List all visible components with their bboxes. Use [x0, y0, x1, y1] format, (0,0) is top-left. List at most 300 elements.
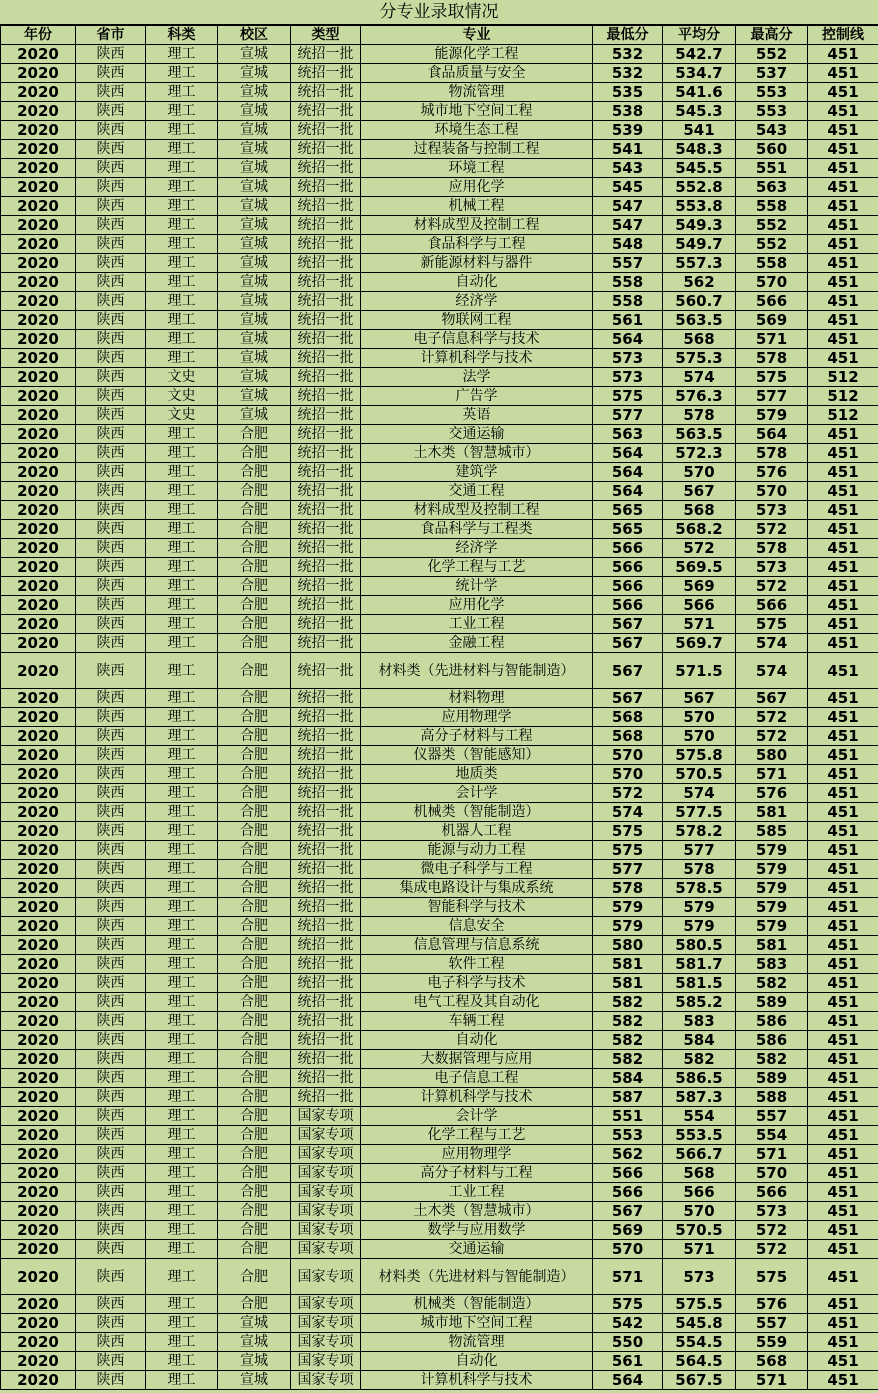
- cell-major: 英语: [361, 406, 593, 425]
- cell-avg-score: 570: [663, 463, 736, 482]
- cell-min-score: 569: [593, 1221, 663, 1240]
- cell-min-score: 564: [593, 1371, 663, 1390]
- cell-type: 统招一批: [291, 45, 361, 64]
- cell-control-line: 451: [808, 1221, 878, 1240]
- table-row: [1, 955, 878, 974]
- cell-year: 2020: [1, 746, 76, 765]
- cell-major: 机械工程: [361, 197, 593, 216]
- cell-major: 信息安全: [361, 917, 593, 936]
- cell-avg-score: 587.3: [663, 1088, 736, 1107]
- cell-avg-score: 576.3: [663, 387, 736, 406]
- cell-min-score: 539: [593, 121, 663, 140]
- cell-province: 陕西: [76, 102, 146, 121]
- cell-province: 陕西: [76, 841, 146, 860]
- header-year: 年份: [1, 26, 76, 45]
- cell-min-score: 561: [593, 311, 663, 330]
- cell-category: 理工: [146, 197, 218, 216]
- cell-category: 理工: [146, 974, 218, 993]
- cell-type: 统招一批: [291, 1088, 361, 1107]
- table-row: [1, 1352, 878, 1371]
- cell-min-score: 581: [593, 955, 663, 974]
- cell-max-score: 572: [736, 520, 808, 539]
- cell-avg-score: 570.5: [663, 1221, 736, 1240]
- cell-year: 2020: [1, 330, 76, 349]
- cell-year: 2020: [1, 1031, 76, 1050]
- cell-max-score: 582: [736, 1050, 808, 1069]
- cell-control-line: 451: [808, 615, 878, 634]
- cell-year: 2020: [1, 539, 76, 558]
- table-row: [1, 1259, 878, 1295]
- cell-min-score: 563: [593, 425, 663, 444]
- cell-campus: 合肥: [218, 803, 291, 822]
- cell-major: 能源化学工程: [361, 45, 593, 64]
- cell-min-score: 566: [593, 558, 663, 577]
- table-row: [1, 1012, 878, 1031]
- cell-major: 化学工程与工艺: [361, 558, 593, 577]
- cell-campus: 合肥: [218, 822, 291, 841]
- cell-avg-score: 557.3: [663, 254, 736, 273]
- cell-max-score: 577: [736, 387, 808, 406]
- cell-control-line: 451: [808, 482, 878, 501]
- cell-min-score: 564: [593, 330, 663, 349]
- cell-control-line: 451: [808, 45, 878, 64]
- cell-min-score: 558: [593, 273, 663, 292]
- cell-category: 理工: [146, 765, 218, 784]
- cell-type: 统招一批: [291, 634, 361, 653]
- cell-major: 应用物理学: [361, 708, 593, 727]
- cell-min-score: 566: [593, 539, 663, 558]
- cell-province: 陕西: [76, 803, 146, 822]
- cell-min-score: 542: [593, 1314, 663, 1333]
- cell-min-score: 570: [593, 1240, 663, 1259]
- cell-max-score: 579: [736, 860, 808, 879]
- cell-control-line: 451: [808, 64, 878, 83]
- cell-max-score: 579: [736, 406, 808, 425]
- cell-year: 2020: [1, 273, 76, 292]
- cell-type: 统招一批: [291, 520, 361, 539]
- cell-campus: 宣城: [218, 197, 291, 216]
- cell-campus: 合肥: [218, 974, 291, 993]
- cell-control-line: 451: [808, 1259, 878, 1295]
- table-row: [1, 121, 878, 140]
- cell-campus: 合肥: [218, 596, 291, 615]
- cell-max-score: 558: [736, 197, 808, 216]
- cell-max-score: 574: [736, 634, 808, 653]
- cell-year: 2020: [1, 879, 76, 898]
- cell-avg-score: 578.5: [663, 879, 736, 898]
- cell-max-score: 566: [736, 1183, 808, 1202]
- cell-control-line: 451: [808, 1183, 878, 1202]
- cell-min-score: 582: [593, 1050, 663, 1069]
- cell-category: 理工: [146, 727, 218, 746]
- cell-year: 2020: [1, 1069, 76, 1088]
- cell-category: 文史: [146, 387, 218, 406]
- cell-avg-score: 570: [663, 1202, 736, 1221]
- cell-campus: 合肥: [218, 879, 291, 898]
- cell-category: 理工: [146, 879, 218, 898]
- cell-category: 理工: [146, 292, 218, 311]
- table-row: [1, 1314, 878, 1333]
- cell-province: 陕西: [76, 860, 146, 879]
- cell-campus: 合肥: [218, 936, 291, 955]
- table-row: [1, 1333, 878, 1352]
- cell-control-line: 451: [808, 463, 878, 482]
- cell-campus: 合肥: [218, 917, 291, 936]
- cell-avg-score: 553.8: [663, 197, 736, 216]
- cell-avg-score: 554: [663, 1107, 736, 1126]
- cell-type: 统招一批: [291, 955, 361, 974]
- table-row: [1, 727, 878, 746]
- cell-control-line: 451: [808, 1314, 878, 1333]
- cell-major: 广告学: [361, 387, 593, 406]
- cell-year: 2020: [1, 1221, 76, 1240]
- cell-type: 统招一批: [291, 178, 361, 197]
- cell-campus: 合肥: [218, 463, 291, 482]
- cell-min-score: 570: [593, 765, 663, 784]
- cell-province: 陕西: [76, 974, 146, 993]
- cell-min-score: 567: [593, 653, 663, 689]
- cell-year: 2020: [1, 615, 76, 634]
- cell-campus: 宣城: [218, 178, 291, 197]
- table-row: [1, 330, 878, 349]
- cell-province: 陕西: [76, 1164, 146, 1183]
- cell-year: 2020: [1, 1240, 76, 1259]
- cell-avg-score: 569.7: [663, 634, 736, 653]
- cell-max-score: 566: [736, 596, 808, 615]
- table-row: [1, 254, 878, 273]
- cell-type: 统招一批: [291, 273, 361, 292]
- cell-max-score: 554: [736, 1126, 808, 1145]
- cell-campus: 宣城: [218, 1333, 291, 1352]
- cell-campus: 宣城: [218, 216, 291, 235]
- cell-category: 理工: [146, 708, 218, 727]
- cell-avg-score: 534.7: [663, 64, 736, 83]
- table-row: [1, 1183, 878, 1202]
- table-row: [1, 784, 878, 803]
- cell-year: 2020: [1, 803, 76, 822]
- cell-major: 数学与应用数学: [361, 1221, 593, 1240]
- table-row: [1, 216, 878, 235]
- cell-campus: 宣城: [218, 121, 291, 140]
- cell-max-score: 557: [736, 1107, 808, 1126]
- cell-avg-score: 575.5: [663, 1295, 736, 1314]
- cell-province: 陕西: [76, 349, 146, 368]
- cell-type: 统招一批: [291, 216, 361, 235]
- cell-type: 国家专项: [291, 1107, 361, 1126]
- cell-major: 统计学: [361, 577, 593, 596]
- cell-min-score: 558: [593, 292, 663, 311]
- cell-province: 陕西: [76, 501, 146, 520]
- cell-type: 统招一批: [291, 993, 361, 1012]
- cell-province: 陕西: [76, 1069, 146, 1088]
- table-row: [1, 539, 878, 558]
- cell-year: 2020: [1, 898, 76, 917]
- header-control-line: 控制线: [808, 26, 878, 45]
- table-row: [1, 140, 878, 159]
- cell-min-score: 573: [593, 368, 663, 387]
- cell-campus: 合肥: [218, 558, 291, 577]
- cell-year: 2020: [1, 689, 76, 708]
- cell-max-score: 575: [736, 615, 808, 634]
- cell-avg-score: 577: [663, 841, 736, 860]
- cell-major: 物流管理: [361, 83, 593, 102]
- table-row: [1, 273, 878, 292]
- cell-min-score: 567: [593, 615, 663, 634]
- cell-min-score: 567: [593, 634, 663, 653]
- cell-max-score: 572: [736, 727, 808, 746]
- cell-max-score: 553: [736, 102, 808, 121]
- header-min-score: 最低分: [593, 26, 663, 45]
- cell-province: 陕西: [76, 216, 146, 235]
- cell-year: 2020: [1, 917, 76, 936]
- cell-avg-score: 574: [663, 368, 736, 387]
- cell-province: 陕西: [76, 1259, 146, 1295]
- cell-major: 材料类（先进材料与智能制造）: [361, 653, 593, 689]
- cell-province: 陕西: [76, 1012, 146, 1031]
- cell-type: 统招一批: [291, 917, 361, 936]
- cell-category: 理工: [146, 102, 218, 121]
- cell-province: 陕西: [76, 273, 146, 292]
- cell-province: 陕西: [76, 406, 146, 425]
- cell-min-score: 579: [593, 917, 663, 936]
- cell-campus: 合肥: [218, 841, 291, 860]
- table-row: [1, 634, 878, 653]
- cell-type: 统招一批: [291, 406, 361, 425]
- cell-major: 地质类: [361, 765, 593, 784]
- table-row: [1, 1126, 878, 1145]
- cell-province: 陕西: [76, 653, 146, 689]
- cell-year: 2020: [1, 45, 76, 64]
- cell-year: 2020: [1, 974, 76, 993]
- cell-min-score: 551: [593, 1107, 663, 1126]
- cell-category: 理工: [146, 501, 218, 520]
- cell-campus: 宣城: [218, 102, 291, 121]
- cell-type: 统招一批: [291, 330, 361, 349]
- cell-province: 陕西: [76, 1031, 146, 1050]
- cell-max-score: 572: [736, 1240, 808, 1259]
- cell-avg-score: 548.3: [663, 140, 736, 159]
- cell-max-score: 571: [736, 1145, 808, 1164]
- cell-year: 2020: [1, 83, 76, 102]
- cell-avg-score: 554.5: [663, 1333, 736, 1352]
- cell-province: 陕西: [76, 689, 146, 708]
- cell-min-score: 568: [593, 708, 663, 727]
- cell-min-score: 566: [593, 1164, 663, 1183]
- cell-max-score: 578: [736, 444, 808, 463]
- cell-category: 理工: [146, 1371, 218, 1390]
- cell-year: 2020: [1, 463, 76, 482]
- cell-major: 经济学: [361, 292, 593, 311]
- cell-major: 仪器类（智能感知）: [361, 746, 593, 765]
- cell-max-score: 582: [736, 974, 808, 993]
- cell-year: 2020: [1, 1088, 76, 1107]
- cell-avg-score: 545.3: [663, 102, 736, 121]
- cell-year: 2020: [1, 784, 76, 803]
- cell-year: 2020: [1, 159, 76, 178]
- header-province: 省市: [76, 26, 146, 45]
- admission-table: [0, 25, 878, 1390]
- cell-max-score: 552: [736, 235, 808, 254]
- cell-type: 统招一批: [291, 898, 361, 917]
- cell-province: 陕西: [76, 64, 146, 83]
- cell-year: 2020: [1, 708, 76, 727]
- cell-control-line: 451: [808, 860, 878, 879]
- header-max-score: 最高分: [736, 26, 808, 45]
- cell-year: 2020: [1, 64, 76, 83]
- cell-control-line: 451: [808, 1352, 878, 1371]
- cell-min-score: 581: [593, 974, 663, 993]
- cell-min-score: 548: [593, 235, 663, 254]
- cell-type: 统招一批: [291, 463, 361, 482]
- cell-year: 2020: [1, 558, 76, 577]
- cell-max-score: 573: [736, 1202, 808, 1221]
- cell-campus: 宣城: [218, 292, 291, 311]
- cell-year: 2020: [1, 1259, 76, 1295]
- cell-min-score: 567: [593, 1202, 663, 1221]
- cell-min-score: 566: [593, 596, 663, 615]
- cell-major: 新能源材料与器件: [361, 254, 593, 273]
- cell-major: 高分子材料与工程: [361, 727, 593, 746]
- table-row: [1, 577, 878, 596]
- table-row: [1, 444, 878, 463]
- cell-category: 理工: [146, 1352, 218, 1371]
- table-row: [1, 558, 878, 577]
- cell-major: 经济学: [361, 539, 593, 558]
- cell-min-score: 532: [593, 64, 663, 83]
- cell-year: 2020: [1, 501, 76, 520]
- cell-major: 信息管理与信息系统: [361, 936, 593, 955]
- cell-min-score: 567: [593, 689, 663, 708]
- cell-type: 统招一批: [291, 121, 361, 140]
- cell-campus: 合肥: [218, 1069, 291, 1088]
- cell-min-score: 565: [593, 501, 663, 520]
- cell-control-line: 451: [808, 121, 878, 140]
- cell-avg-score: 579: [663, 898, 736, 917]
- table-row: [1, 860, 878, 879]
- cell-control-line: 451: [808, 653, 878, 689]
- cell-campus: 合肥: [218, 425, 291, 444]
- cell-major: 计算机科学与技术: [361, 1371, 593, 1390]
- cell-major: 建筑学: [361, 463, 593, 482]
- cell-control-line: 451: [808, 689, 878, 708]
- cell-control-line: 451: [808, 1107, 878, 1126]
- cell-major: 交通工程: [361, 482, 593, 501]
- cell-min-score: 575: [593, 1295, 663, 1314]
- cell-min-score: 535: [593, 83, 663, 102]
- cell-year: 2020: [1, 1183, 76, 1202]
- cell-category: 文史: [146, 368, 218, 387]
- cell-year: 2020: [1, 140, 76, 159]
- cell-control-line: 451: [808, 349, 878, 368]
- cell-max-score: 589: [736, 993, 808, 1012]
- cell-max-score: 581: [736, 803, 808, 822]
- cell-max-score: 560: [736, 140, 808, 159]
- table-row: [1, 1107, 878, 1126]
- table-row: [1, 708, 878, 727]
- cell-year: 2020: [1, 1333, 76, 1352]
- cell-campus: 宣城: [218, 330, 291, 349]
- cell-control-line: 451: [808, 1164, 878, 1183]
- cell-year: 2020: [1, 1371, 76, 1390]
- cell-year: 2020: [1, 235, 76, 254]
- cell-max-score: 574: [736, 653, 808, 689]
- cell-campus: 宣城: [218, 273, 291, 292]
- cell-year: 2020: [1, 178, 76, 197]
- cell-avg-score: 578: [663, 860, 736, 879]
- cell-campus: 合肥: [218, 520, 291, 539]
- cell-control-line: 451: [808, 311, 878, 330]
- cell-province: 陕西: [76, 1314, 146, 1333]
- cell-campus: 合肥: [218, 727, 291, 746]
- cell-avg-score: 583: [663, 1012, 736, 1031]
- cell-avg-score: 541.6: [663, 83, 736, 102]
- cell-max-score: 586: [736, 1031, 808, 1050]
- cell-control-line: 451: [808, 1371, 878, 1390]
- cell-campus: 合肥: [218, 1031, 291, 1050]
- table-row: [1, 1164, 878, 1183]
- cell-min-score: 582: [593, 1012, 663, 1031]
- cell-control-line: 451: [808, 727, 878, 746]
- cell-max-score: 579: [736, 917, 808, 936]
- cell-year: 2020: [1, 634, 76, 653]
- cell-type: 统招一批: [291, 482, 361, 501]
- cell-max-score: 569: [736, 311, 808, 330]
- cell-min-score: 565: [593, 520, 663, 539]
- cell-max-score: 567: [736, 689, 808, 708]
- cell-campus: 宣城: [218, 140, 291, 159]
- cell-control-line: 451: [808, 822, 878, 841]
- cell-min-score: 568: [593, 727, 663, 746]
- cell-control-line: 451: [808, 1333, 878, 1352]
- cell-year: 2020: [1, 1107, 76, 1126]
- cell-year: 2020: [1, 841, 76, 860]
- cell-avg-score: 568: [663, 330, 736, 349]
- cell-type: 统招一批: [291, 254, 361, 273]
- cell-control-line: 451: [808, 596, 878, 615]
- cell-province: 陕西: [76, 879, 146, 898]
- cell-province: 陕西: [76, 634, 146, 653]
- cell-control-line: 451: [808, 917, 878, 936]
- cell-min-score: 566: [593, 1183, 663, 1202]
- cell-avg-score: 572.3: [663, 444, 736, 463]
- cell-type: 国家专项: [291, 1240, 361, 1259]
- table-row: [1, 463, 878, 482]
- cell-major: 环境生态工程: [361, 121, 593, 140]
- header-avg-score: 平均分: [663, 26, 736, 45]
- table-row: [1, 197, 878, 216]
- cell-category: 理工: [146, 1164, 218, 1183]
- cell-avg-score: 566.7: [663, 1145, 736, 1164]
- cell-province: 陕西: [76, 463, 146, 482]
- cell-major: 城市地下空间工程: [361, 102, 593, 121]
- cell-avg-score: 568: [663, 501, 736, 520]
- cell-max-score: 571: [736, 330, 808, 349]
- cell-campus: 宣城: [218, 159, 291, 178]
- cell-campus: 宣城: [218, 368, 291, 387]
- cell-type: 统招一批: [291, 558, 361, 577]
- table-row: [1, 898, 878, 917]
- cell-campus: 宣城: [218, 45, 291, 64]
- table-row: [1, 482, 878, 501]
- cell-control-line: 512: [808, 387, 878, 406]
- cell-type: 统招一批: [291, 83, 361, 102]
- header-category: 科类: [146, 26, 218, 45]
- cell-province: 陕西: [76, 444, 146, 463]
- cell-campus: 宣城: [218, 406, 291, 425]
- cell-major: 材料类（先进材料与智能制造）: [361, 1259, 593, 1295]
- cell-type: 统招一批: [291, 444, 361, 463]
- cell-major: 电气工程及其自动化: [361, 993, 593, 1012]
